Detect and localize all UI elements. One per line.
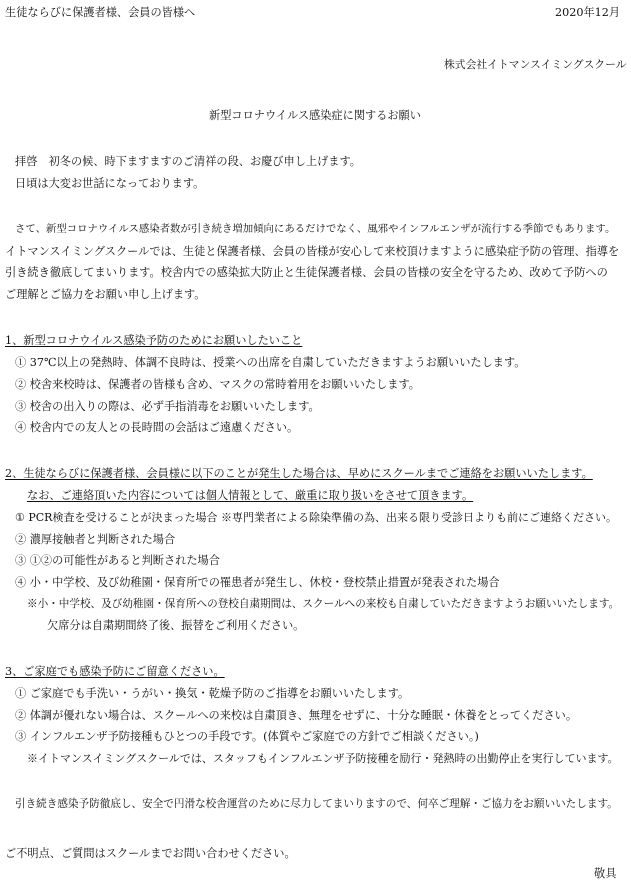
section-1-item: ① 37℃以上の発熱時、体調不良時は、授業への出席を自粛していただきますようお願いいたします。 — [15, 356, 526, 369]
section-2-item: ④ 小・中学校、及び幼稚園・保育所での罹患者が発生し、休校・登校禁止措置が発表された場合 — [15, 576, 500, 589]
section-3-item: ① ご家庭でも手洗い・うがい・換気・乾燥予防のご指導をお願いいたします。 — [15, 687, 410, 700]
section-2-note: ※小・中学校、及び幼稚園・保育所への登校自粛期間は、スクールへの来校も自粛していただきますようお願いいたします。 — [27, 598, 620, 610]
section-2-privacy-note: なお、ご連絡頂いた内容については個人情報として、厳重に取り扱いをさせて頂きます。 — [27, 489, 474, 502]
intro-paragraph-line: ご理解とご協力をお願い申し上げます。 — [5, 288, 206, 301]
greeting-line: 日頃は大変お世話になっております。 — [15, 177, 205, 190]
greeting-line: 拝啓 初冬の候、時下ますますのご清祥の段、お慶び申し上げます。 — [15, 155, 361, 168]
sender-name: 株式会社イトマンスイミングスクール — [444, 58, 627, 71]
section-1-item: ② 校舎来校時は、保護者の皆様も含め、マスクの常時着用をお願いいたします。 — [15, 378, 420, 391]
intro-paragraph-line: 引き続き徹底してまいります。校舎内での感染拡大防止と生徒保護者様、会員の皆様の安全を守るため、改めて予防への — [5, 266, 608, 279]
intro-paragraph-line: さて、新型コロナウイルス感染者数が引き続き増加傾向にあるだけでなく、風邪やインフルエンザが流行する季節でもあります。 — [15, 223, 616, 235]
section-1-heading: 1、新型コロナウイルス感染予防のためにお願いしたいこと — [5, 334, 303, 347]
page-title: 新型コロナウイルス感染症に関するお願い — [209, 109, 421, 122]
section-1-item: ④ 校舎内での友人との長時間の会話はご遠慮ください。 — [15, 421, 299, 434]
section-3-item: ② 体調が優れない場合は、スクールへの来校は自粛頂き、無理をせずに、十分な睡眠・休養をとってください。 — [15, 709, 578, 722]
section-3-note: ※イトマンスイミングスクールでは、スタッフもインフルエンザ予防接種を励行・発熱時の出勤停止を実行しています。 — [27, 752, 619, 765]
section-2-note: 欠席分は自粛期間終了後、振替をご利用ください。 — [47, 619, 305, 632]
section-2-item: ③ ①②の可能性があると判断された場合 — [15, 554, 220, 567]
section-2-item: ② 濃厚接触者と判断された場合 — [15, 533, 176, 546]
section-2-heading: 2、生徒ならびに保護者様、会員様に以下のことが発生した場合は、早めにスクールまでご連絡をお願いいたします。 — [5, 467, 593, 480]
contact-line: ご不明点、ご質問はスクールまでお問い合わせください。 — [5, 847, 296, 860]
signoff: 敬具 — [594, 867, 617, 880]
section-1-item: ③ 校舎の出入りの際は、必ず手指消毒をお願いいたします。 — [15, 400, 320, 413]
section-3-heading: 3、ご家庭でも感染予防にご留意ください。 — [5, 665, 225, 678]
intro-paragraph-line: イトマンスイミングスクールでは、生徒と保護者様、会員の皆様が安心して来校頂けますように感染症予防の管理、指導を — [5, 245, 620, 258]
document-date: 2020年12月 — [555, 6, 621, 19]
closing-paragraph: 引き続き感染予防徹底し、安全で円滑な校舎運営のために尽力してまいりますので、何卒ご理解・ご協力をお願いいたします。 — [15, 798, 618, 810]
section-3-item: ③ インフルエンザ予防接種もひとつの手段です。(体質やご家庭での方針でご相談ください。) — [15, 730, 479, 743]
section-2-item: ① PCR検査を受けることが決まった場合 ※専門業者による除染準備の為、出来る限り受診日よりも前にご連絡ください。 — [15, 511, 617, 524]
addressee: 生徒ならびに保護者様、会員の皆様へ — [5, 6, 196, 19]
